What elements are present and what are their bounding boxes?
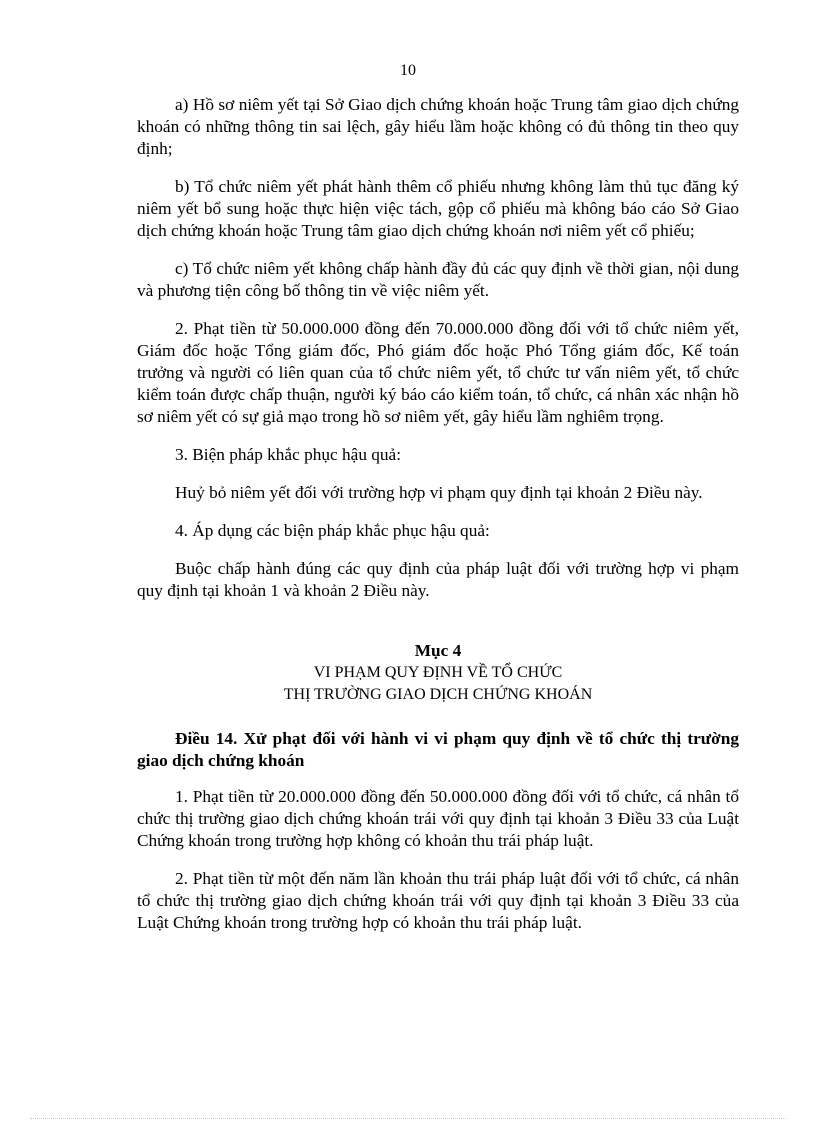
document-body [137, 94, 739, 950]
article-title: Điều 14. Xử phạt đối với hành vi vi phạm quy định về tổ chức thị trường giao dịch chứng khoán [137, 729, 739, 770]
paragraph-item-3: 3. Biện pháp khắc phục hậu quả: [175, 445, 402, 464]
page-number: 10 [400, 62, 416, 79]
paragraph-item-4: 4. Áp dụng các biện pháp khắc phục hậu quả: [175, 521, 490, 540]
paragraph-clause-b: b) Tổ chức niêm yết phát hành thêm cổ phiếu nhưng không làm thủ tục đăng ký niêm yết bổ sung hoặc thực hiện việc tách, gộp cổ phiếu mà không báo cáo Sở Giao dịch chứng khoán hoặc Trung tâm giao dịch chứng khoán nơi niêm yết cổ phiếu; [137, 177, 739, 240]
section-title-line-1: VI PHẠM QUY ĐỊNH VỀ TỔ CHỨC [313, 664, 563, 681]
section-title-line-2: THỊ TRƯỜNG GIAO DỊCH CHỨNG KHOÁN [283, 686, 593, 703]
section-heading [137, 640, 739, 706]
article-paragraph-2: 2. Phạt tiền từ một đến năm lần khoản thu trái pháp luật đối với tổ chức, cá nhân tổ chức thị trường giao dịch chứng khoán trái với quy định tại khoản 3 Điều 33 của Luật Chứng khoán trong trường hợp có khoản thu trái pháp luật. [137, 869, 739, 932]
paragraph-clause-c: c) Tổ chức niêm yết không chấp hành đầy đủ các quy định về thời gian, nội dung và phương tiện công bố thông tin về việc niêm yết. [137, 259, 739, 300]
paragraph-remedy-cancel: Huỷ bỏ niêm yết đối với trường hợp vi phạm quy định tại khoản 2 Điều này. [175, 483, 703, 502]
paragraph-remedy-comply: Buộc chấp hành đúng các quy định của pháp luật đối với trường hợp vi phạm quy định tại khoản 1 và khoản 2 Điều này. [137, 559, 739, 600]
paragraph-clause-a: a) Hồ sơ niêm yết tại Sở Giao dịch chứng khoán hoặc Trung tâm giao dịch chứng khoán có những thông tin sai lệch, gây hiểu lầm hoặc không có đủ thông tin theo quy định; [137, 95, 739, 158]
article-paragraph-1: 1. Phạt tiền từ 20.000.000 đồng đến 50.000.000 đồng đối với tổ chức, cá nhân tổ chức thị trường giao dịch chứng khoán trái với quy định tại khoản 3 Điều 33 của Luật Chứng khoán trong trường hợp không có khoản thu trái pháp luật. [137, 787, 739, 850]
section-number: Mục 4 [414, 641, 462, 660]
paragraph-item-2: 2. Phạt tiền từ 50.000.000 đồng đến 70.000.000 đồng đối với tổ chức niêm yết, Giám đốc hoặc Tổng giám đốc, Phó giám đốc hoặc Phó Tổng giám đốc, Kế toán trưởng và người có liên quan của tổ chức niêm yết, tổ chức tư vấn niêm yết, tổ chức kiểm toán được chấp thuận, người ký báo cáo kiểm toán, tổ chức, cá nhân xác nhận hồ sơ niêm yết có sự giả mạo trong hồ sơ niêm yết, gây hiểu lầm nghiêm trọng. [137, 319, 739, 426]
page-bottom-divider [30, 1118, 786, 1119]
